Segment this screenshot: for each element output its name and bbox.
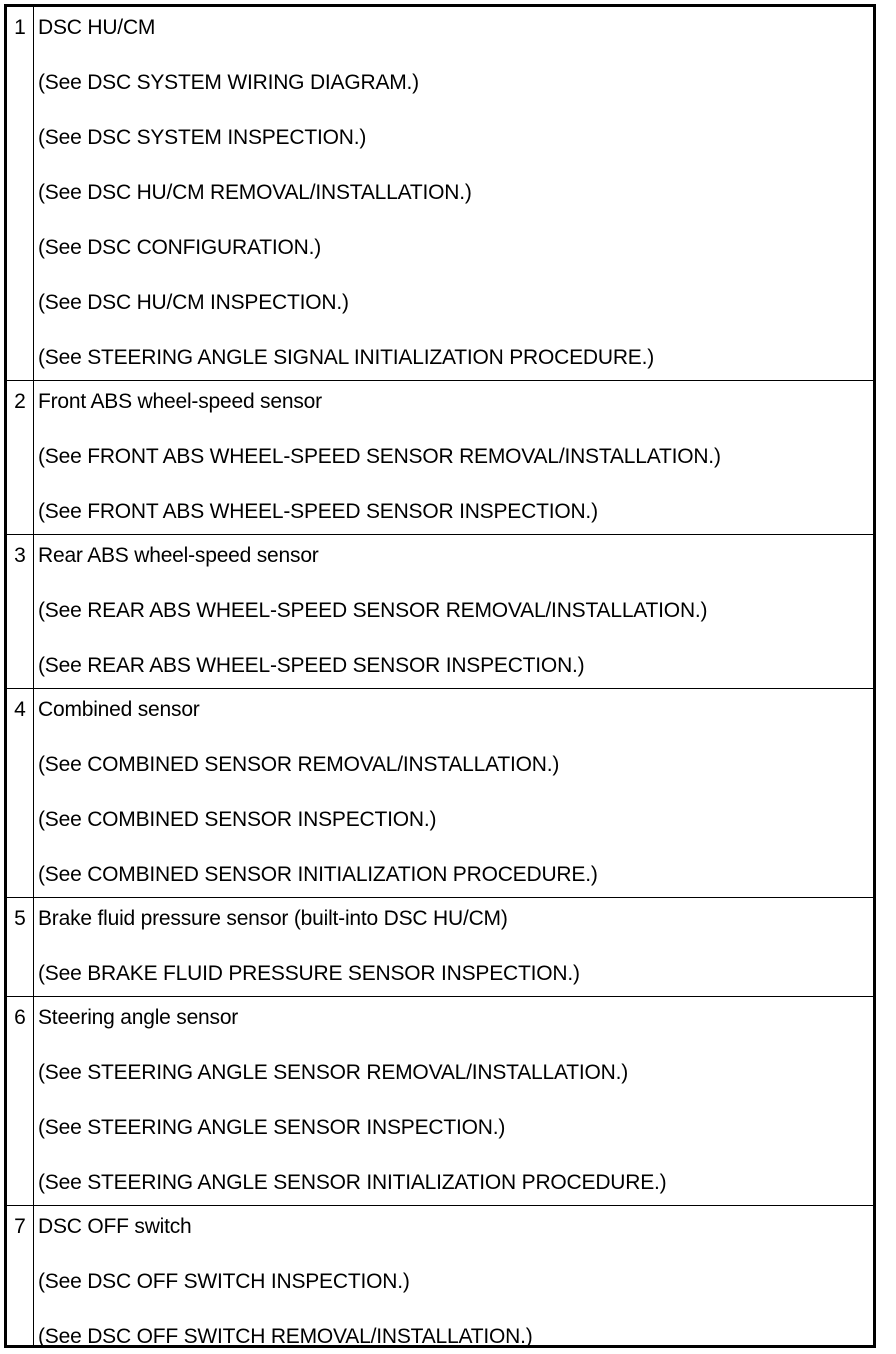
reference-link[interactable]: (See DSC HU/CM REMOVAL/INSTALLATION.) (38, 181, 472, 204)
reference-link[interactable]: (See REAR ABS WHEEL-SPEED SENSOR INSPECTION.) (38, 654, 585, 677)
component-title: DSC OFF switch (38, 1215, 192, 1238)
component-title: Brake fluid pressure sensor (built-into DSC HU/CM) (38, 907, 508, 930)
component-table (4, 4, 876, 1348)
row-content (34, 898, 873, 996)
reference-link[interactable]: (See DSC SYSTEM INSPECTION.) (38, 126, 367, 149)
reference-link[interactable]: (See COMBINED SENSOR INSPECTION.) (38, 808, 437, 831)
reference-link[interactable]: (See DSC OFF SWITCH INSPECTION.) (38, 1270, 410, 1293)
row-content (34, 7, 873, 380)
table-row (7, 689, 873, 898)
row-number: 7 (7, 1206, 34, 1348)
table-row (7, 7, 873, 381)
reference-link[interactable]: (See DSC OFF SWITCH REMOVAL/INSTALLATION.) (38, 1325, 533, 1348)
reference-link[interactable]: (See FRONT ABS WHEEL-SPEED SENSOR REMOVAL/INSTALLATION.) (38, 445, 721, 468)
component-title: Front ABS wheel-speed sensor (38, 390, 322, 413)
row-content (34, 997, 873, 1205)
reference-link[interactable]: (See COMBINED SENSOR REMOVAL/INSTALLATION.) (38, 753, 560, 776)
component-title: Steering angle sensor (38, 1006, 239, 1029)
table-row (7, 898, 873, 997)
row-number: 4 (7, 689, 34, 897)
reference-link[interactable]: (See COMBINED SENSOR INITIALIZATION PROCEDURE.) (38, 863, 598, 886)
reference-link[interactable]: (See FRONT ABS WHEEL-SPEED SENSOR INSPECTION.) (38, 500, 598, 523)
table-row (7, 997, 873, 1206)
table-row (7, 381, 873, 535)
reference-link[interactable]: (See DSC HU/CM INSPECTION.) (38, 291, 349, 314)
row-number: 5 (7, 898, 34, 996)
reference-link[interactable]: (See BRAKE FLUID PRESSURE SENSOR INSPECTION.) (38, 962, 580, 985)
row-number: 2 (7, 381, 34, 534)
row-content (34, 535, 873, 688)
reference-link[interactable]: (See REAR ABS WHEEL-SPEED SENSOR REMOVAL/INSTALLATION.) (38, 599, 708, 622)
reference-link[interactable]: (See DSC CONFIGURATION.) (38, 236, 321, 259)
component-title: DSC HU/CM (38, 16, 156, 39)
reference-link[interactable]: (See STEERING ANGLE SENSOR INITIALIZATION PROCEDURE.) (38, 1171, 667, 1194)
row-number: 1 (7, 7, 34, 380)
row-number: 6 (7, 997, 34, 1205)
component-title: Rear ABS wheel-speed sensor (38, 544, 319, 567)
reference-link[interactable]: (See STEERING ANGLE SENSOR REMOVAL/INSTALLATION.) (38, 1061, 629, 1084)
reference-link[interactable]: (See STEERING ANGLE SENSOR INSPECTION.) (38, 1116, 506, 1139)
component-title: Combined sensor (38, 698, 200, 721)
row-content (34, 1206, 873, 1348)
row-number: 3 (7, 535, 34, 688)
table-row (7, 1206, 873, 1348)
table-row (7, 535, 873, 689)
reference-link[interactable]: (See DSC SYSTEM WIRING DIAGRAM.) (38, 71, 419, 94)
row-content (34, 689, 873, 897)
row-content (34, 381, 873, 534)
reference-link[interactable]: (See STEERING ANGLE SIGNAL INITIALIZATION PROCEDURE.) (38, 346, 655, 369)
